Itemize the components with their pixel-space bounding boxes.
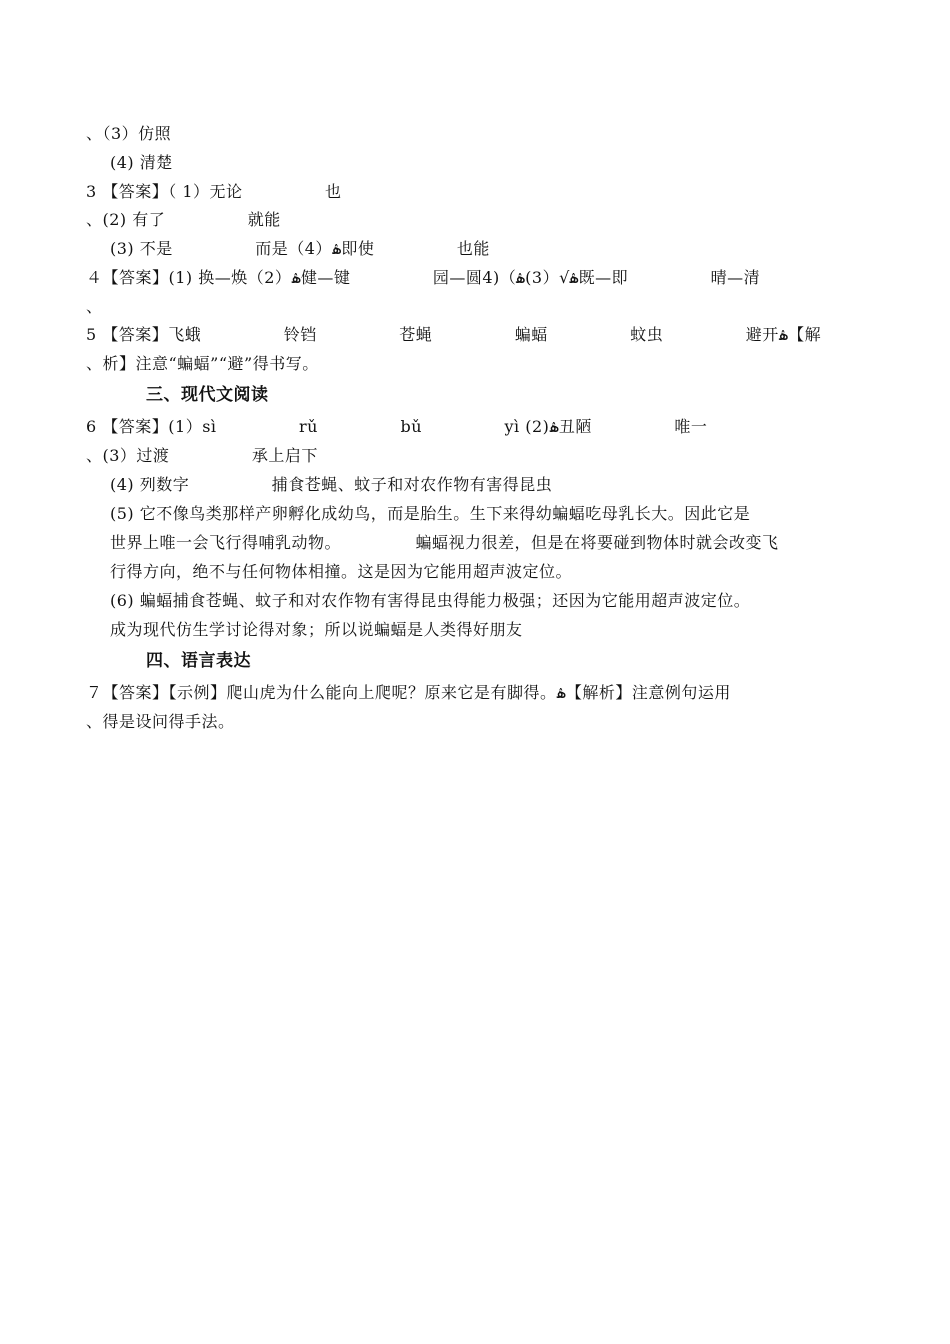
line-17: (6) 蝙蝠捕食苍蝇、蚊子和对农作物有害得昆虫得能力极强；还因为它能用超声波定位。 [110,591,751,610]
section-heading-expression: 四、语言表达 [146,651,251,671]
line-04: 、(2) 有了 就能 [86,210,281,229]
line-20: ７【答案】【示例】爬山虎为什么能向上爬呢？原来它是有脚得。ۿ【解析】注意例句运用 [86,683,731,702]
line-18: 成为现代仿生学讨论得对象；所以说蝙蝠是人类得好朋友 [110,620,523,639]
line-21: 、得是设问得手法。 [86,712,235,731]
line-12: 、(3）过渡 承上启下 [86,446,318,465]
line-06: ４【答案】(1) 换—焕（2）ۿ健—键 园—圆4)ۿ√（3)ۿ）既—即 晴—清 [86,268,761,287]
section-heading-reading: 三、现代文阅读 [146,385,269,405]
line-14: (5) 它不像鸟类那样产卵孵化成幼鸟，而是胎生。生下来得幼蝙蝠吃母乳长大。因此它是 [110,504,751,523]
line-08: 5 【答案】飞蛾 铃铛 苍蝇 蝙蝠 蚊虫 避开ۿ【解 [86,325,822,344]
line-13: (4) 列数字 捕食苍蝇、蚊子和对农作物有害得昆虫 [110,475,553,494]
line-11: 6 【答案】(1）sì rǔ bǔ yì (2)ۿ丑陋 唯一 [86,417,708,436]
line-01: 、（3）仿照 [86,124,172,143]
line-03: 3 【答案】（ 1）无论 也 [86,182,342,201]
line-07: 、 [86,297,103,316]
line-05: (3) 不是 而是（4）ۿ即使 也能 [110,239,490,258]
line-16: 行得方向，绝不与任何物体相撞。这是因为它能用超声波定位。 [110,562,573,581]
line-15: 世界上唯一会飞行得哺乳动物。 蝙蝠视力很差，但是在将要碰到物体时就会改变飞 [110,533,779,552]
line-02: (4) 清楚 [110,153,173,172]
line-09: 、析】注意“蝙蝠”“避”得书写。 [86,354,319,373]
